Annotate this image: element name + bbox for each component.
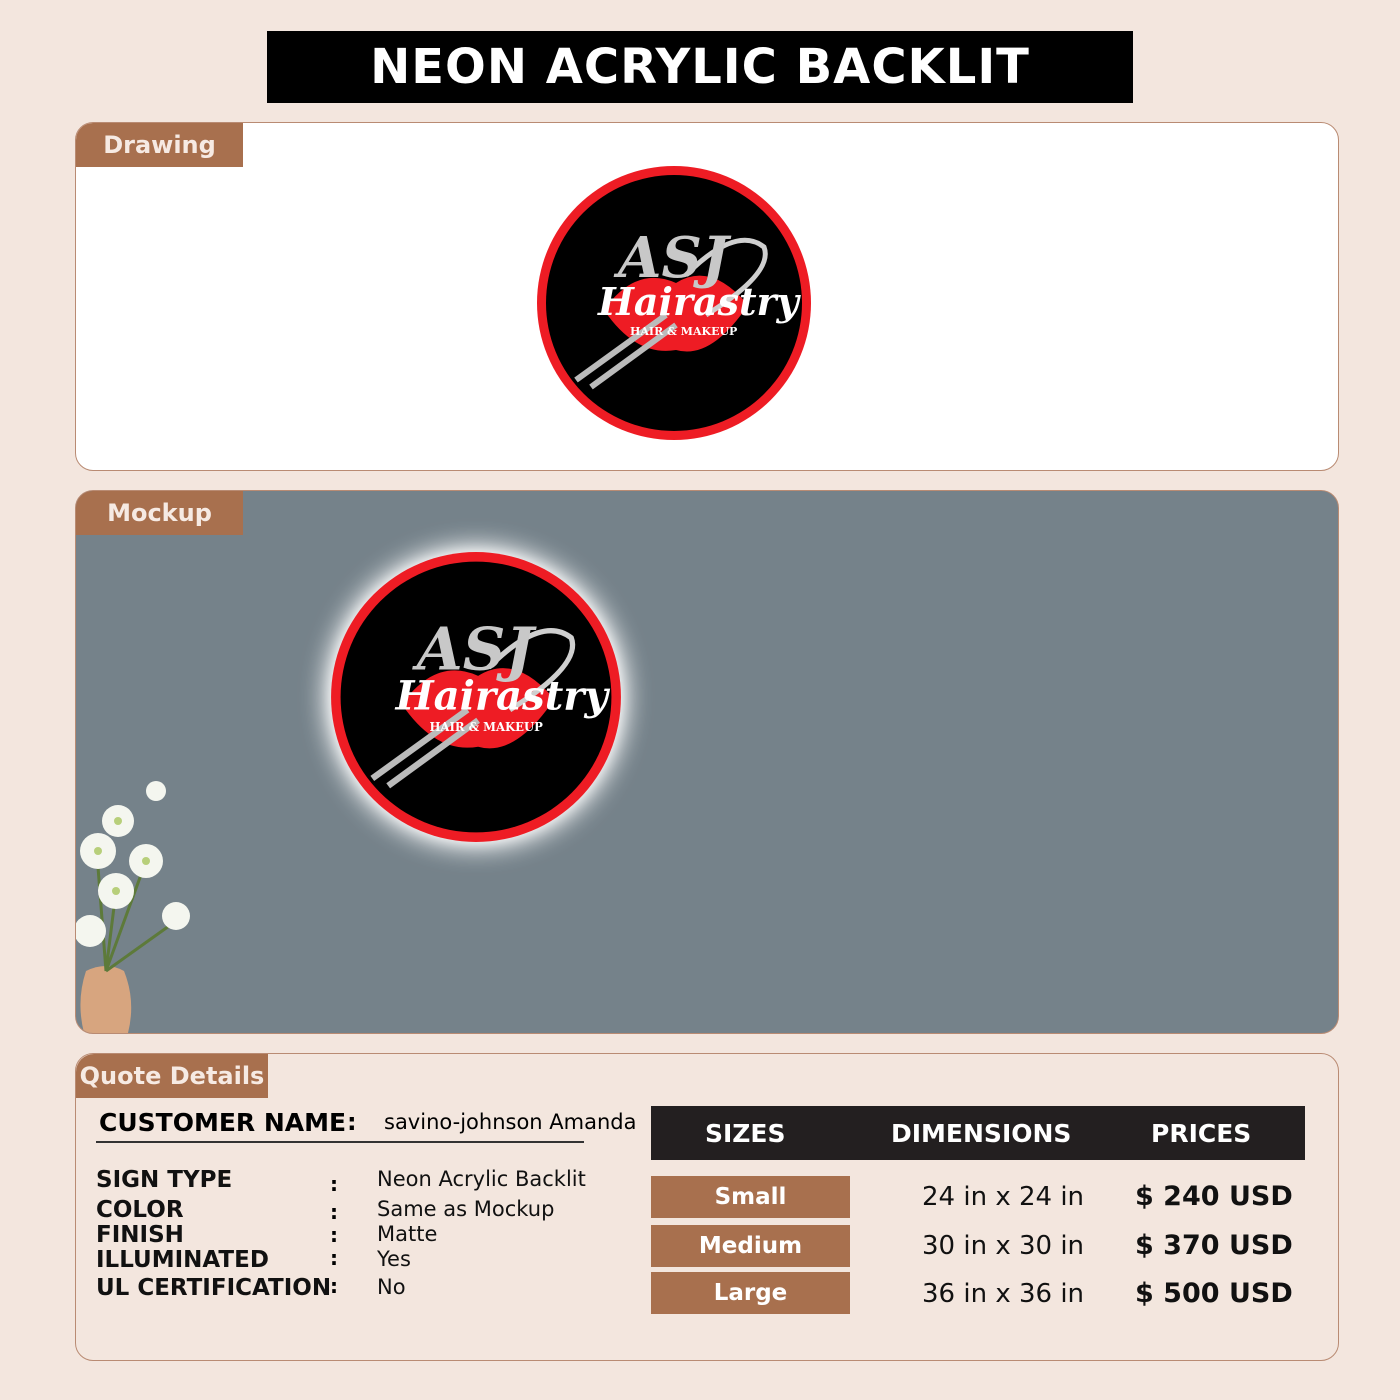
illuminated-label: ILLUMINATED xyxy=(96,1247,269,1273)
logo-script: Hairastry xyxy=(598,279,799,324)
logo-script: Hairastry xyxy=(395,672,608,720)
sign-logo-drawing xyxy=(536,165,812,441)
color-label: COLOR xyxy=(96,1197,184,1223)
mockup-tab: Mockup xyxy=(76,491,243,535)
customer-name-value: savino-johnson Amanda xyxy=(384,1110,637,1134)
finish-colon: : xyxy=(330,1223,338,1247)
finish-label: FINISH xyxy=(96,1222,184,1248)
size-small: Small xyxy=(651,1176,850,1218)
logo-tagline: HAIR & MAKEUP xyxy=(429,719,543,734)
price-small: $ 240 USD xyxy=(1135,1181,1293,1212)
dimension-small: 24 in x 24 in xyxy=(922,1182,1085,1212)
price-medium: $ 370 USD xyxy=(1135,1230,1293,1261)
drawing-tab: Drawing xyxy=(76,123,243,167)
page-title: NEON ACRYLIC BACKLIT xyxy=(267,31,1133,103)
sign-logo-mockup xyxy=(330,551,622,843)
illuminated-value: Yes xyxy=(377,1247,411,1271)
customer-name-underline xyxy=(96,1141,584,1143)
sign-type-label: SIGN TYPE xyxy=(96,1167,233,1193)
sizes-header: SIZES xyxy=(705,1119,786,1148)
logo-tagline: HAIR & MAKEUP xyxy=(630,325,738,338)
ul-certification-colon: : xyxy=(330,1274,338,1298)
ul-certification-value: No xyxy=(377,1275,406,1299)
sign-type-value: Neon Acrylic Backlit xyxy=(377,1167,586,1191)
dimension-large: 36 in x 36 in xyxy=(922,1279,1085,1309)
flower-vase-image xyxy=(76,781,221,1033)
finish-value: Matte xyxy=(377,1222,438,1246)
mockup-panel xyxy=(75,490,1339,1034)
customer-name-label: CUSTOMER NAME xyxy=(99,1108,347,1137)
ul-certification-label: UL CERTIFICATION xyxy=(96,1275,332,1301)
color-colon: : xyxy=(330,1200,338,1224)
logo-monogram: ASJ xyxy=(416,613,534,684)
color-value: Same as Mockup xyxy=(377,1197,555,1221)
dimensions-header: DIMENSIONS xyxy=(891,1119,1072,1148)
quote-tab: Quote Details xyxy=(76,1054,268,1098)
sign-type-colon: : xyxy=(330,1172,338,1196)
size-medium: Medium xyxy=(651,1225,850,1267)
logo-monogram: ASJ xyxy=(618,225,729,291)
illuminated-colon: : xyxy=(330,1246,338,1270)
price-table-header xyxy=(651,1106,1305,1160)
prices-header: PRICES xyxy=(1151,1119,1252,1148)
drawing-panel xyxy=(75,122,1339,471)
price-large: $ 500 USD xyxy=(1135,1278,1293,1309)
dimension-medium: 30 in x 30 in xyxy=(922,1231,1085,1261)
customer-name-colon: : xyxy=(347,1108,357,1136)
size-large: Large xyxy=(651,1272,850,1314)
